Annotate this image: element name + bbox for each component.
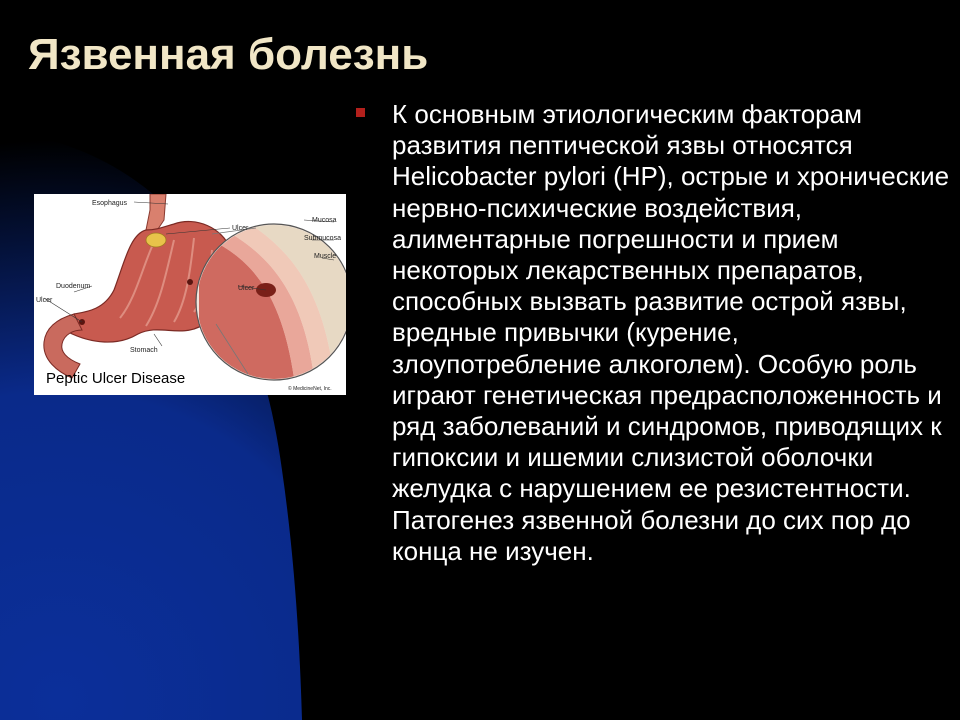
slide-body-text: К основным этиологическим факторам развития пептической язвы относятся Helicobacter pylori (HP), острые и хронические нервно-психические воздействия, алиментарные погрешности и прием некоторых лекарственных препаратов, способных вызвать развитие острой язвы, вредные привычки (курение, злоупотребление алкоголем). Особую роль играют генетическая предрасположенность и ряд заболеваний и синдромов, приводящих к гипоксии и ишемии слизистой оболочки желудка с нарушением ее резистентности. Патогенез язвенной болезни до сих пор до конца не изучен. [392,99,950,566]
stomach-diagram-image [34,194,346,395]
label-mucosa: Mucosa [312,217,337,224]
label-ulcer-zoom: Ulcer [238,285,255,292]
peptic-ulcer-illustration [34,194,346,395]
label-muscle: Muscle [314,253,337,260]
label-credit: © MedicineNet, Inc. [288,386,332,392]
illustration-caption: Peptic Ulcer Disease [46,370,186,387]
label-ulcer-left: Ulcer [36,297,53,304]
label-ulcer-top: Ulcer [232,225,249,232]
label-esophagus: Esophagus [92,200,128,207]
label-duodenum: Duodenum [56,283,91,290]
slide-title: Язвенная болезнь [28,30,429,79]
bullet-square-icon [356,108,365,117]
label-submucosa: Submucosa [304,235,341,242]
label-stomach: Stomach [130,347,158,354]
